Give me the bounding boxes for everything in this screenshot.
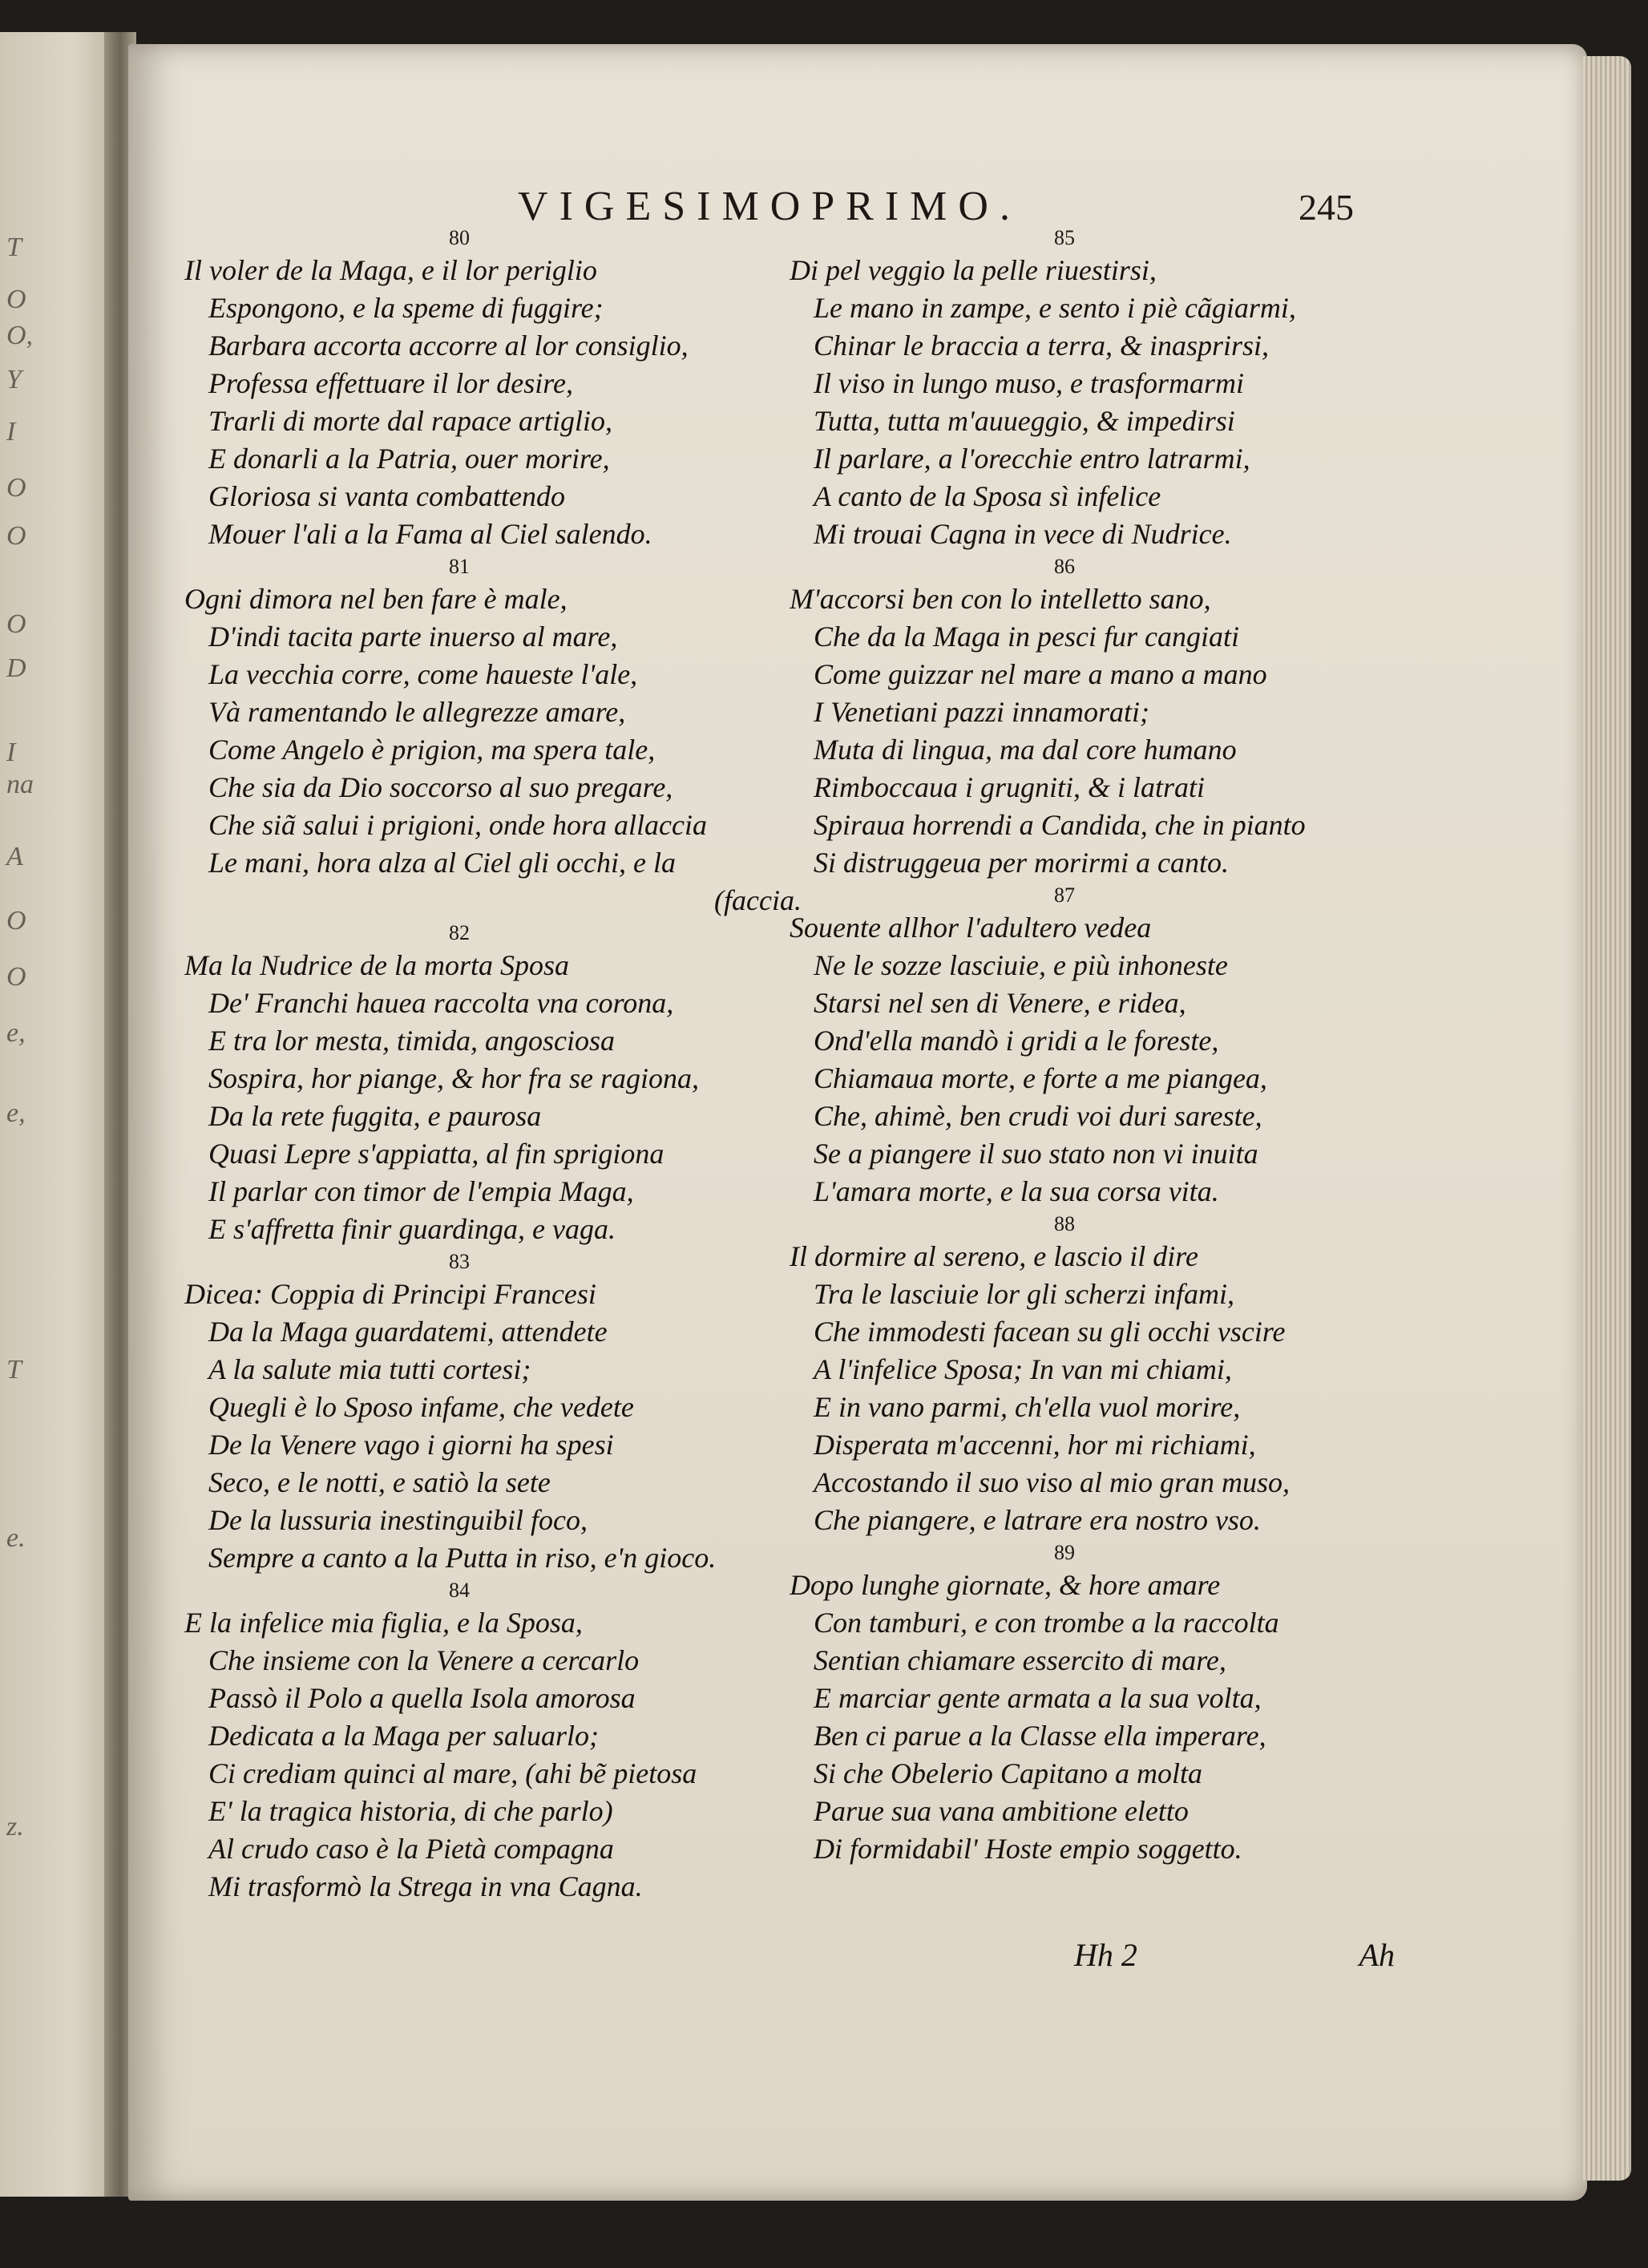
- facing-page-glyph: T: [6, 232, 22, 262]
- verse-line: Mouer l'ali a la Fama al Ciel salendo.: [208, 518, 652, 550]
- signature-mark: Hh 2: [1074, 1937, 1137, 1973]
- verse-line: E donarli a la Patria, ouer morire,: [208, 443, 610, 475]
- verse-line: Che piangere, e latrare era nostro vso.: [814, 1504, 1261, 1536]
- facing-page-glyph: O: [6, 285, 26, 314]
- stanza: [790, 553, 1415, 882]
- verse-line: E in vano parmi, ch'ella vuol morire,: [814, 1391, 1241, 1423]
- facing-page-glyph: O: [6, 473, 26, 503]
- verse-line: Si distruggeua per morirmi a canto.: [814, 847, 1229, 879]
- facing-page-glyph: na: [6, 770, 34, 799]
- verse-line: E tra lor mesta, timida, angosciosa: [208, 1025, 616, 1057]
- stanza-number: 86: [1054, 555, 1075, 578]
- verse-line: Sempre a canto a la Putta in riso, e'n gioco.: [208, 1542, 717, 1574]
- facing-page-glyph: A: [6, 842, 23, 871]
- verse-line: Le mani, hora alza al Ciel gli occhi, e la: [208, 847, 676, 879]
- verse-line: Dicea: Coppia di Principi Francesi: [184, 1278, 596, 1310]
- stanza: [790, 1539, 1415, 1868]
- verse-line: Ond'ella mandò i gridi a le foreste,: [814, 1025, 1219, 1057]
- stanza-number: 82: [449, 921, 470, 944]
- verse-line: (faccia.: [714, 884, 802, 916]
- verse-line: Il parlare, a l'orecchie entro latrarmi,: [814, 443, 1250, 475]
- running-head: VIGESIMOPRIMO.: [518, 184, 1021, 229]
- facing-page-glyph: O: [6, 962, 26, 992]
- verse-line: De' Franchi hauea raccolta vna corona,: [208, 987, 674, 1019]
- verse-line: Passò il Polo a quella Isola amorosa: [208, 1682, 636, 1714]
- verse-line: Seco, e le notti, e satiò la sete: [208, 1466, 551, 1498]
- stanza: [184, 920, 810, 1248]
- verse-line: Disperata m'accenni, hor mi richiami,: [814, 1429, 1256, 1461]
- verse-line: Accostando il suo viso al mio gran muso,: [814, 1466, 1290, 1498]
- stanza: [790, 882, 1415, 1211]
- verse-line: E' la tragica historia, di che parlo): [208, 1795, 613, 1827]
- verse-line: Dedicata a la Maga per saluarlo;: [208, 1720, 599, 1752]
- verse-line: Il parlar con timor de l'empia Maga,: [208, 1175, 634, 1207]
- stanza-number: 87: [1054, 883, 1075, 907]
- verse-line: Tutta, tutta m'auueggio, & impedirsi: [814, 405, 1235, 437]
- verse-line: Rimboccaua i grugniti, & i latrati: [814, 771, 1205, 803]
- verse-line: Quasi Lepre s'appiatta, al fin sprigiona: [208, 1138, 664, 1170]
- verse-line: Sospira, hor piange, & hor fra se ragiona,: [208, 1062, 700, 1094]
- verse-line: Muta di lingua, ma dal core humano: [814, 734, 1237, 766]
- verse-line: E marciar gente armata a la sua volta,: [814, 1682, 1262, 1714]
- facing-page-glyph: I: [6, 417, 16, 447]
- verse-line: Che da la Maga in pesci fur cangiati: [814, 621, 1239, 653]
- verse-line: Spiraua horrendi a Candida, che in pianto: [814, 809, 1306, 841]
- stanza-number: 89: [1054, 1541, 1075, 1564]
- verse-line: Ma la Nudrice de la morta Sposa: [184, 949, 569, 981]
- verse-line: E s'affretta finir guardinga, e vaga.: [208, 1213, 616, 1245]
- verse-line: Che insieme con la Venere a cercarlo: [208, 1644, 640, 1676]
- column-right: [790, 224, 1415, 1868]
- verse-line: A canto de la Sposa sì infelice: [814, 480, 1161, 512]
- verse-line: Se a piangere il suo stato non vi inuita: [814, 1138, 1258, 1170]
- stanza: [184, 553, 810, 920]
- verse-line: Starsi nel sen di Venere, e ridea,: [814, 987, 1186, 1019]
- verse-line: Ben ci parue a la Classe ella imperare,: [814, 1720, 1266, 1752]
- verse-line: Chiamaua morte, e forte a me piangea,: [814, 1062, 1267, 1094]
- verse-line: M'accorsi ben con lo intelletto sano,: [790, 583, 1211, 615]
- verse-line: Ne le sozze lasciuie, e più inhoneste: [814, 949, 1228, 981]
- stanza: [184, 1248, 810, 1577]
- verse-line: Chinar le braccia a terra, & inasprirsi,: [814, 329, 1270, 362]
- verse-line: Di pel veggio la pelle riuestirsi,: [790, 254, 1157, 286]
- verse-line: Come Angelo è prigion, ma spera tale,: [208, 734, 656, 766]
- verse-line: Barbara accorta accorre al lor consiglio,: [208, 329, 689, 362]
- verse-line: E la infelice mia figlia, e la Sposa,: [184, 1607, 583, 1639]
- column-left: [184, 224, 810, 1906]
- stanza-number: 84: [449, 1579, 470, 1602]
- verse-line: Tra le lasciuie lor gli scherzi infami,: [814, 1278, 1235, 1310]
- stanza: [790, 1211, 1415, 1539]
- verse-line: De la Venere vago i giorni ha spesi: [208, 1429, 614, 1461]
- page-number: 245: [1299, 187, 1354, 228]
- stanza: [790, 224, 1415, 553]
- verse-line: A l'infelice Sposa; In van mi chiami,: [814, 1353, 1232, 1385]
- facing-page-glyph: T: [6, 1355, 22, 1385]
- verse-line: Il viso in lungo muso, e trasformarmi: [814, 367, 1245, 399]
- verse-line: Souente allhor l'adultero vedea: [790, 912, 1152, 944]
- stanza-number: 83: [449, 1250, 470, 1273]
- stanza-number: 88: [1054, 1212, 1075, 1235]
- verse-line: Và ramentando le allegrezze amare,: [208, 696, 626, 728]
- verse-line: Al crudo caso è la Pietà compagna: [208, 1833, 614, 1865]
- facing-page-glyph: O: [6, 521, 26, 551]
- verse-line: Il dormire al sereno, e lascio il dire: [790, 1240, 1198, 1272]
- catchword: Ah: [1359, 1937, 1395, 1973]
- page-edges: [1583, 56, 1631, 2181]
- verse-line: I Venetiani pazzi innamorati;: [814, 696, 1149, 728]
- verse-line: Ogni dimora nel ben fare è male,: [184, 583, 568, 615]
- facing-page-glyph: Y: [6, 365, 22, 394]
- verse-line: A la salute mia tutti cortesi;: [208, 1353, 531, 1385]
- verse-line: Con tamburi, e con trombe a la raccolta: [814, 1607, 1279, 1639]
- verse-line: De la lussuria inestinguibil foco,: [208, 1504, 588, 1536]
- verse-line: Si che Obelerio Capitano a molta: [814, 1757, 1202, 1789]
- facing-page-glyph: I: [6, 738, 16, 767]
- verse-line: Come guizzar nel mare a mano a mano: [814, 658, 1267, 690]
- verse-line: Professa effettuare il lor desire,: [208, 367, 573, 399]
- verse-line: Ci crediam quinci al mare, (ahi bẽ pietosa: [208, 1757, 697, 1789]
- verse-line: Che immodesti facean su gli occhi vscire: [814, 1316, 1286, 1348]
- verse-line: Mi trasformò la Strega in vna Cagna.: [208, 1870, 643, 1902]
- verse-line: Mi trouai Cagna in vece di Nudrice.: [814, 518, 1232, 550]
- stanza-number: 85: [1054, 226, 1075, 249]
- verse-line: Quegli è lo Sposo infame, che vedete: [208, 1391, 634, 1423]
- facing-page-glyph: e,: [6, 1098, 26, 1128]
- stanza: [184, 1577, 810, 1906]
- facing-page-glyph: O: [6, 609, 26, 639]
- verse-line: Le mano in zampe, e sento i piè cãgiarmi,: [814, 292, 1296, 324]
- verse-line: Sentian chiamare essercito di mare,: [814, 1644, 1226, 1676]
- verse-line: Che siã salui i prigioni, onde hora allaccia: [208, 809, 707, 841]
- facing-page-glyph: e.: [6, 1523, 26, 1553]
- stanza-number: 81: [449, 555, 470, 578]
- verse-line: Gloriosa si vanta combattendo: [208, 480, 565, 512]
- verse-line: Trarli di morte dal rapace artiglio,: [208, 405, 613, 437]
- verse-line: Di formidabil' Hoste empio soggetto.: [814, 1833, 1242, 1865]
- facing-page-glyph: O: [6, 906, 26, 936]
- verse-line: Il voler de la Maga, e il lor periglio: [184, 254, 597, 286]
- verse-line: Da la Maga guardatemi, attendete: [208, 1316, 608, 1348]
- facing-page-glyph: e,: [6, 1018, 26, 1048]
- verse-line: L'amara morte, e la sua corsa vita.: [814, 1175, 1219, 1207]
- facing-page-glyph: O,: [6, 321, 34, 350]
- facing-page-edge: [0, 32, 120, 2197]
- stanza-number: 80: [449, 226, 470, 249]
- verse-line: Espongono, e la speme di fuggire;: [208, 292, 604, 324]
- verse-line: Dopo lunghe giornate, & hore amare: [790, 1569, 1221, 1601]
- stanza: [184, 224, 810, 553]
- facing-page-glyph: D: [6, 653, 26, 683]
- verse-line: Parue sua vana ambitione eletto: [814, 1795, 1189, 1827]
- facing-page-glyph: z.: [6, 1812, 24, 1841]
- verse-line: Che, ahimè, ben crudi voi duri sareste,: [814, 1100, 1262, 1132]
- catchword-line: [1074, 1936, 1395, 1974]
- verse-line: Che sia da Dio soccorso al suo pregare,: [208, 771, 673, 803]
- verse-line: Da la rete fuggita, e paurosa: [208, 1100, 542, 1132]
- verse-line: La vecchia corre, come haueste l'ale,: [208, 658, 638, 690]
- verse-line: D'indi tacita parte inuerso al mare,: [208, 621, 618, 653]
